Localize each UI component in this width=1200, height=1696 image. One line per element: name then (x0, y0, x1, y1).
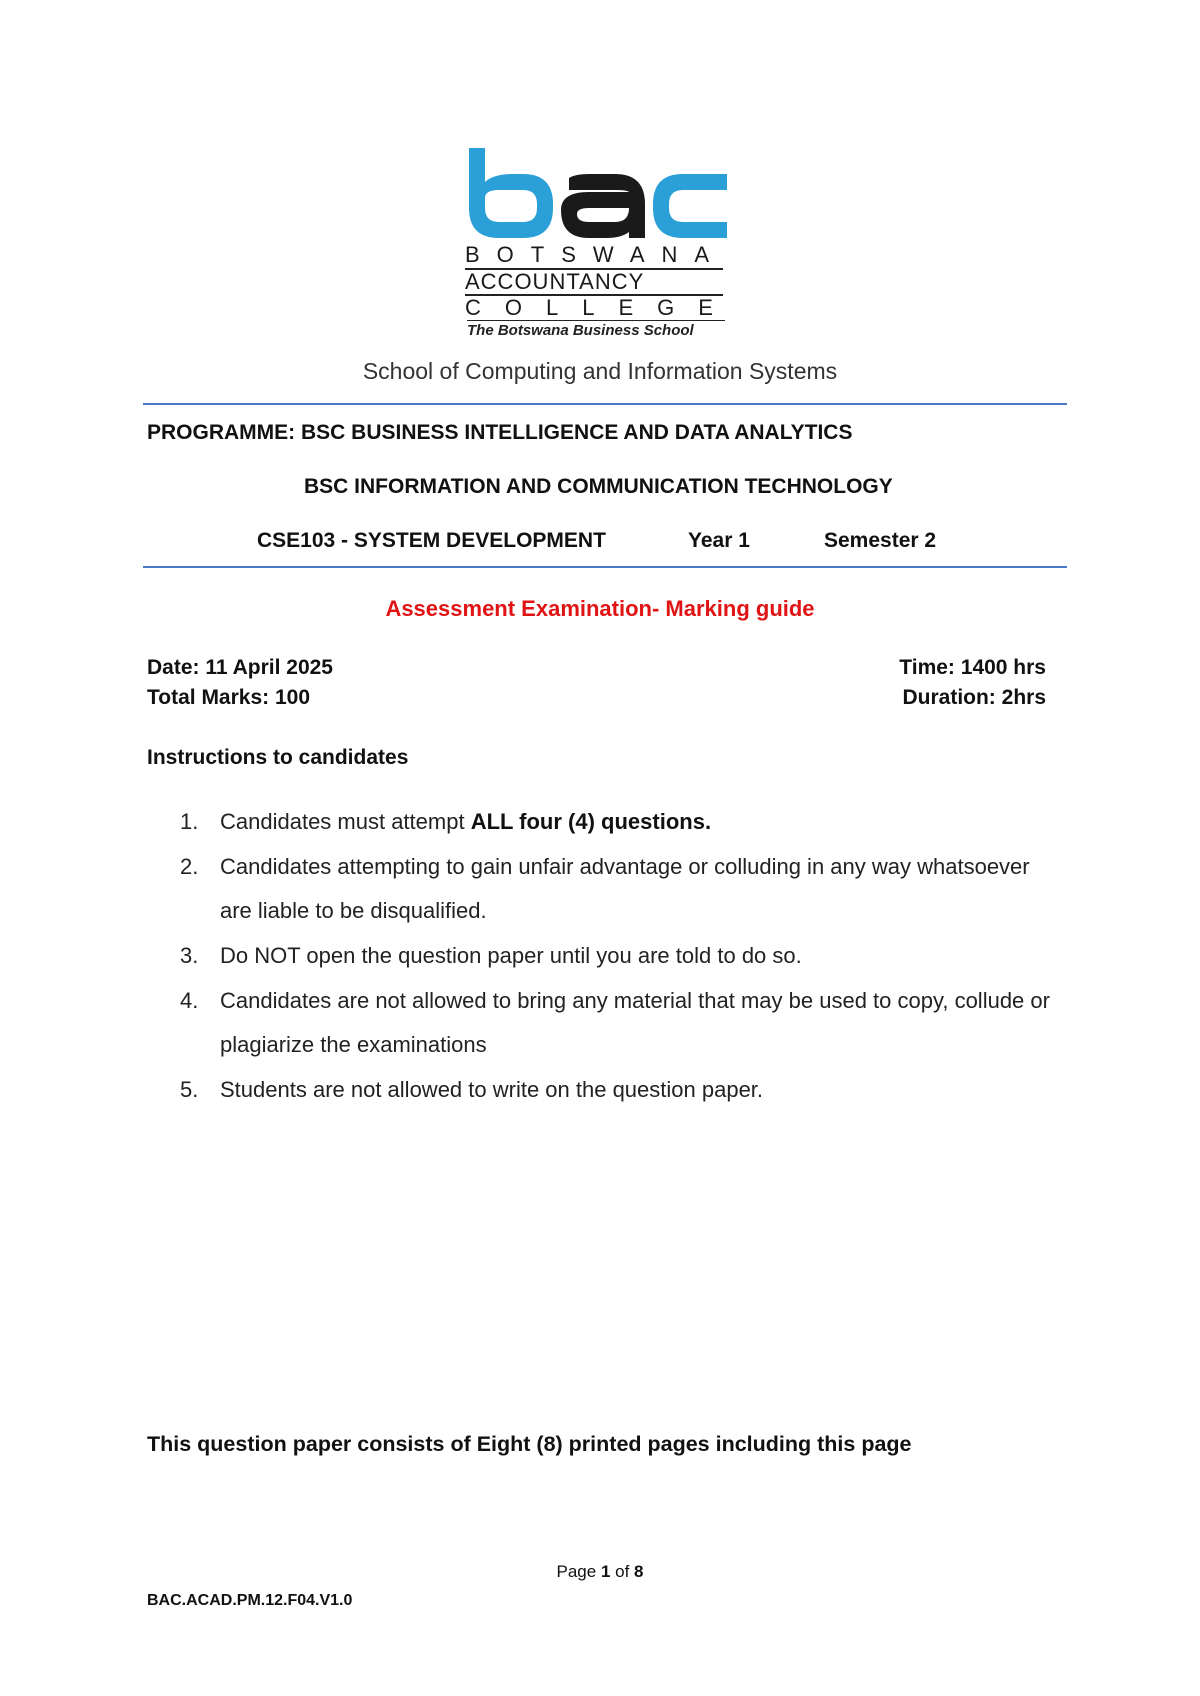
instructions-heading: Instructions to candidates (147, 746, 409, 769)
instruction-emphasis: ALL four (4) questions. (470, 809, 712, 834)
document-code: BAC.ACAD.PM.12.F04.V1.0 (147, 1592, 353, 1609)
logo-letter-a (561, 174, 645, 238)
exam-time: Time: 1400 hrs (899, 656, 1046, 679)
instruction-item (180, 845, 1060, 933)
bac-logo-mark (465, 148, 730, 240)
instructions-list (180, 800, 1060, 1113)
course-semester: Semester 2 (824, 529, 937, 552)
instruction-number: 3. (180, 943, 199, 968)
instruction-number: 2. (180, 854, 199, 879)
course-title: CSE103 - SYSTEM DEVELOPMENT (257, 529, 606, 552)
instruction-item (180, 800, 1060, 844)
instruction-item (180, 979, 1060, 1067)
page-of: of (610, 1562, 635, 1581)
instruction-item (180, 1068, 1060, 1112)
instruction-text: Candidates are not allowed to bring any material that may be used to copy, collude or plagiarize the examinations (220, 988, 1050, 1057)
instruction-item (180, 934, 1060, 978)
logo-letter-c (653, 174, 727, 238)
header-divider-bottom (143, 566, 1067, 568)
total-marks: Total Marks: 100 (147, 686, 311, 709)
logo-line-college: COLLEGE (465, 295, 737, 320)
instruction-text: Students are not allowed to write on the question paper. (220, 1077, 764, 1102)
instruction-number: 1. (180, 809, 199, 834)
college-logo (465, 148, 737, 339)
page-total: 8 (634, 1562, 644, 1581)
programme-line-2: BSC INFORMATION AND COMMUNICATION TECHNOLOGY (304, 475, 893, 498)
page-current: 1 (600, 1562, 611, 1581)
logo-letter-b (469, 148, 553, 238)
logo-line-accountancy: ACCOUNTANCY (465, 268, 723, 296)
instruction-text: Candidates must attempt (220, 809, 471, 834)
school-name: School of Computing and Information Systems (362, 358, 838, 384)
assessment-title: Assessment Examination- Marking guide (385, 596, 815, 621)
header-divider-top (143, 403, 1067, 405)
logo-tagline: The Botswana Business School (467, 320, 725, 339)
instruction-number: 5. (180, 1077, 199, 1102)
page-prefix: Page (556, 1562, 601, 1581)
exam-duration: Duration: 2hrs (902, 686, 1046, 709)
programme-line-1: PROGRAMME: BSC BUSINESS INTELLIGENCE AND DATA ANALYTICS (147, 421, 853, 444)
instruction-number: 4. (180, 988, 199, 1013)
instruction-text: Candidates attempting to gain unfair advantage or colluding in any way whatsoever are liable to be disqualified. (220, 854, 1030, 923)
logo-line-botswana: BOTSWANA (465, 242, 727, 267)
page-number (0, 1562, 1200, 1582)
page-count-note: This question paper consists of Eight (8) printed pages including this page (147, 1432, 912, 1456)
instruction-text: Do NOT open the question paper until you are told to do so. (220, 943, 802, 968)
exam-date: Date: 11 April 2025 (147, 656, 333, 679)
course-year: Year 1 (688, 529, 750, 552)
